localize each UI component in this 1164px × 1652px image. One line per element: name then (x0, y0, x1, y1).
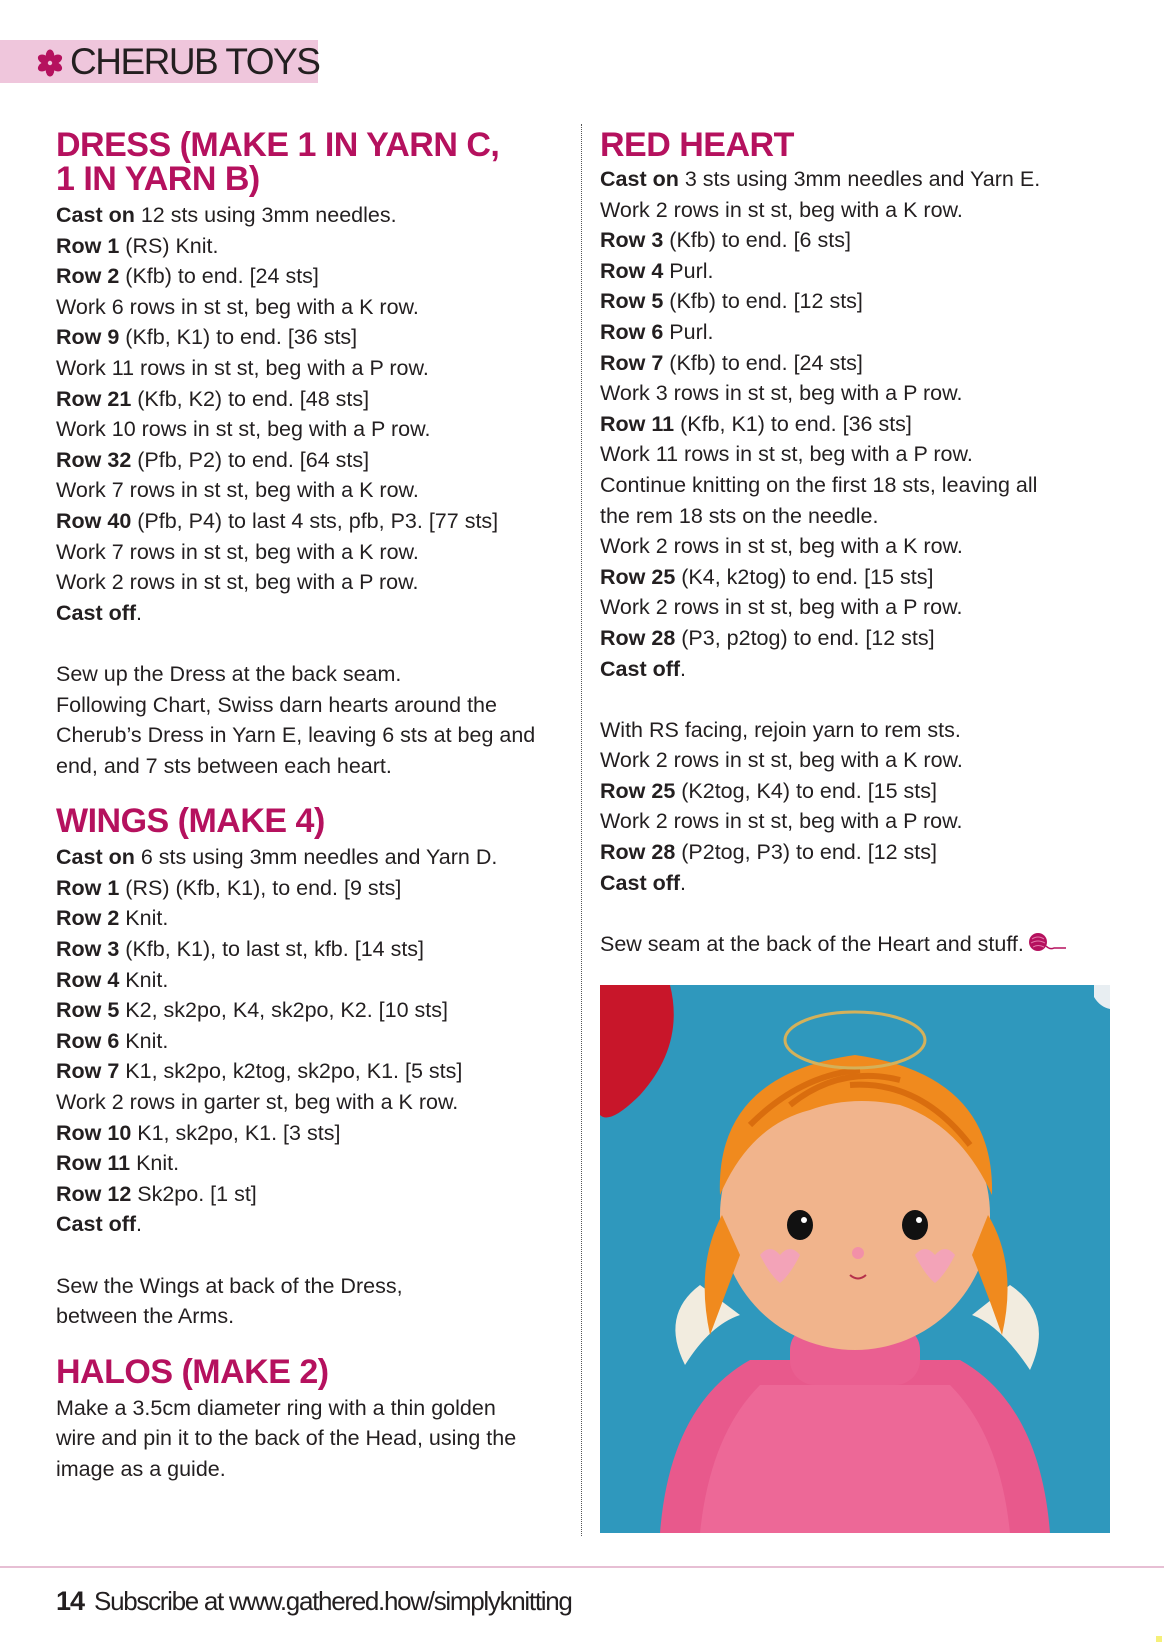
dress-instructions (56, 200, 576, 781)
spacer (600, 684, 1100, 715)
pattern-line: Row 25 (K4, k2tog) to end. [15 sts] (600, 564, 934, 589)
pattern-line: Row 3 (Kfb, K1), to last st, kfb. [14 sts] (56, 937, 425, 962)
red-heart-instructions (600, 164, 1100, 959)
halos-instructions (56, 1393, 576, 1485)
pattern-line: Row 40 (Pfb, P4) to last 4 sts, pfb, P3. [77 sts] (56, 508, 499, 533)
pattern-line: Row 6 Knit. (56, 1028, 169, 1053)
pattern-line: Row 11 (Kfb, K1) to end. [36 sts] (600, 411, 912, 436)
pattern-line: Row 28 (P3, p2tog) to end. [12 sts] (600, 625, 935, 650)
yarn-ball-icon (1028, 931, 1066, 953)
spacer (56, 1240, 576, 1271)
note-line: Cherub’s Dress in Yarn E, leaving 6 sts at beg and (56, 723, 536, 748)
pattern-line: Row 21 (Kfb, K2) to end. [48 sts] (56, 386, 370, 411)
pattern-line: Work 7 rows in st st, beg with a K row. (56, 478, 419, 503)
pattern-line: Cast on 3 sts using 3mm needles and Yarn E. (600, 167, 1041, 191)
pattern-line: Work 10 rows in st st, beg with a P row. (56, 417, 431, 442)
pattern-line: Work 2 rows in garter st, beg with a K row. (56, 1090, 459, 1115)
corner-mark (1156, 1636, 1162, 1642)
pattern-line: Work 11 rows in st st, beg with a P row. (600, 442, 973, 467)
note-line: wire and pin it to the back of the Head, using the (56, 1426, 517, 1451)
pattern-line: Work 2 rows in st st, beg with a K row. (600, 748, 963, 773)
pattern-line: Row 4 Purl. (600, 258, 714, 283)
pattern-line: Row 4 Knit. (56, 967, 169, 992)
pattern-line: Row 6 Purl. (600, 319, 714, 344)
note-line: Sew the Wings at back of the Dress, (56, 1273, 403, 1298)
pattern-line: Row 11 Knit. (56, 1151, 180, 1176)
subscribe-text: Subscribe at www.gathered.how/simplyknitting (94, 1586, 572, 1616)
pattern-line: Cast on 6 sts using 3mm needles and Yarn D. (56, 845, 498, 870)
pattern-line: Row 7 (Kfb) to end. [24 sts] (600, 350, 863, 375)
pattern-line: Work 2 rows in st st, beg with a P row. (600, 809, 963, 834)
page-footer (56, 1586, 572, 1620)
pattern-line: Row 2 (Kfb) to end. [24 sts] (56, 264, 319, 289)
footer-rule (0, 1566, 1164, 1568)
pattern-line: Row 1 (RS) Knit. (56, 233, 219, 258)
note-line: Make a 3.5cm diameter ring with a thin golden (56, 1395, 496, 1420)
note-line: between the Arms. (56, 1304, 235, 1329)
pattern-line: Row 10 K1, sk2po, K1. [3 sts] (56, 1120, 341, 1145)
note-line: Following Chart, Swiss darn hearts around the (56, 692, 497, 717)
wings-heading: WINGS (MAKE 4) (56, 802, 325, 841)
pattern-line: Row 2 Knit. (56, 906, 169, 931)
pattern-line: Row 25 (K2tog, K4) to end. [15 sts] (600, 778, 938, 803)
section-header (36, 42, 319, 82)
pattern-line: Work 3 rows in st st, beg with a P row. (600, 381, 963, 406)
pattern-line: Cast off. (600, 656, 687, 681)
dress-heading-line1: DRESS (MAKE 1 IN YARN C, (56, 126, 500, 164)
left-column (56, 128, 576, 1485)
pattern-line: Row 7 K1, sk2po, k2tog, sk2po, K1. [5 sts] (56, 1059, 463, 1084)
pattern-line: Row 9 (Kfb, K1) to end. [36 sts] (56, 325, 358, 350)
pattern-line: Work 7 rows in st st, beg with a K row. (56, 539, 419, 564)
pattern-line: Work 2 rows in st st, beg with a P row. (600, 595, 963, 620)
page-number: 14 (56, 1586, 85, 1616)
pattern-line: the rem 18 sts on the needle. (600, 503, 879, 528)
column-divider (581, 124, 582, 1536)
dress-heading-line2: 1 IN YARN B) (56, 160, 260, 198)
pattern-line: Work 2 rows in st st, beg with a K row. (600, 534, 963, 559)
pattern-line: Work 2 rows in st st, beg with a K row. (600, 197, 963, 222)
pattern-line: Row 3 (Kfb) to end. [6 sts] (600, 228, 851, 253)
wings-instructions (56, 842, 576, 1332)
pattern-line: Cast on 12 sts using 3mm needles. (56, 203, 397, 227)
pattern-line: Row 32 (Pfb, P2) to end. [64 sts] (56, 447, 370, 472)
pattern-line: Row 1 (RS) (Kfb, K1), to end. [9 sts] (56, 875, 402, 900)
pattern-line: Work 6 rows in st st, beg with a K row. (56, 294, 419, 319)
pattern-line: Cast off. (56, 1212, 143, 1237)
pattern-line: Row 5 (Kfb) to end. [12 sts] (600, 289, 863, 314)
pattern-line: With RS facing, rejoin yarn to rem sts. (600, 717, 961, 742)
red-heart-heading: RED HEART (600, 126, 794, 164)
note-line: Sew seam at the back of the Heart and stuff. (600, 929, 1100, 960)
pattern-line: Cast off. (600, 870, 687, 895)
note-line: Sew up the Dress at the back seam. (56, 661, 402, 686)
right-column (600, 128, 1100, 959)
pattern-line: Work 2 rows in st st, beg with a P row. (56, 570, 419, 595)
spacer (600, 898, 1100, 929)
dress-heading (56, 128, 576, 196)
pattern-line: Row 28 (P2tog, P3) to end. [12 sts] (600, 840, 938, 865)
pattern-line: Cast off. (56, 600, 143, 625)
spacer (56, 628, 576, 659)
pattern-line: Work 11 rows in st st, beg with a P row. (56, 355, 429, 380)
pattern-line: Row 12 Sk2po. [1 st] (56, 1181, 257, 1206)
pattern-line: Row 5 K2, sk2po, K4, sk2po, K2. [10 sts] (56, 998, 448, 1023)
cherub-doll-photo (600, 985, 1110, 1533)
section-title: CHERUB TOYS (70, 41, 320, 82)
note-line: image as a guide. (56, 1456, 226, 1481)
note-line: end, and 7 sts between each heart. (56, 753, 392, 778)
pattern-line: Continue knitting on the first 18 sts, leaving all (600, 472, 1038, 497)
halos-heading: HALOS (MAKE 2) (56, 1352, 329, 1391)
flower-icon (36, 49, 64, 77)
